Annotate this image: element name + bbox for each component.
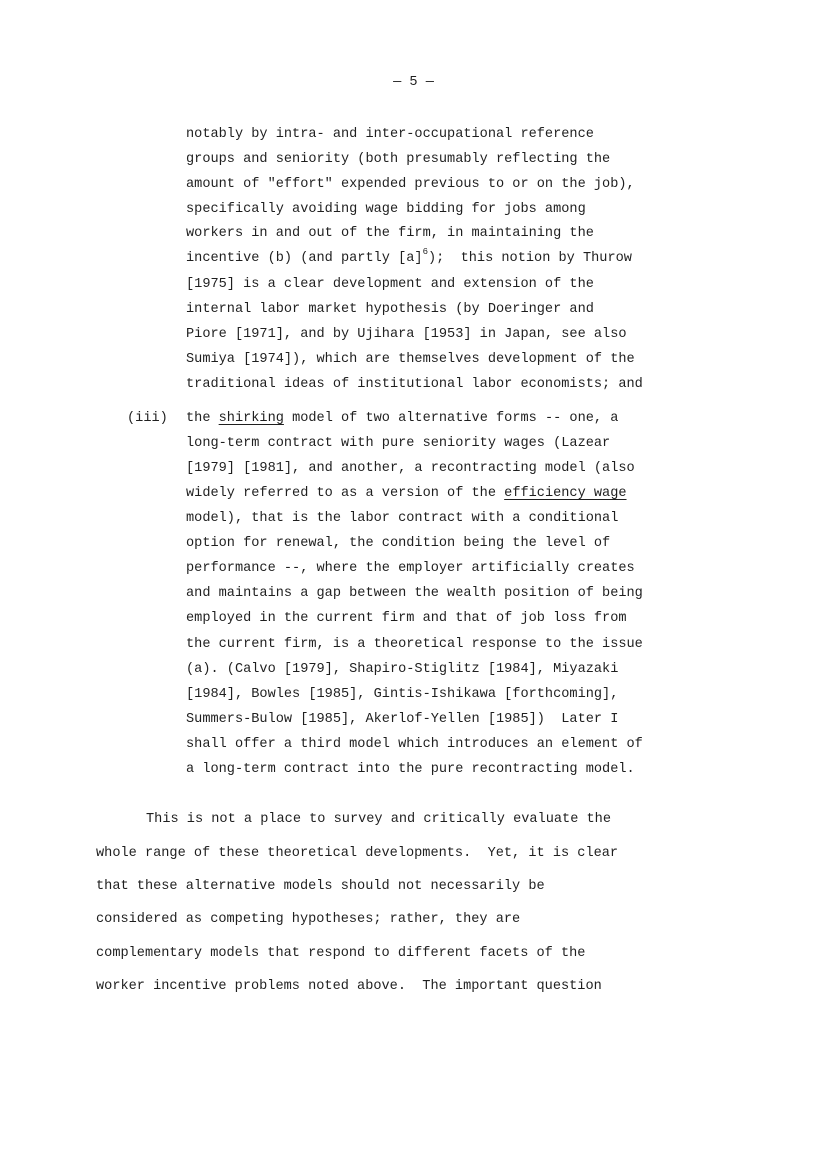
paragraph-line: that these alternative models should not necessarily be — [96, 879, 545, 894]
text-line: employed in the current firm and that of job loss from — [186, 611, 627, 626]
text-fragment: incentive (b) (and partly [a] — [186, 251, 423, 266]
text-line: [1975] is a clear development and extension of the — [186, 277, 594, 292]
underlined-term: shirking — [218, 411, 284, 426]
text-fragment: model of two alternative forms -- one, a — [283, 411, 619, 426]
text-line: model), that is the labor contract with a conditional — [186, 511, 619, 526]
text-line-underlined — [186, 487, 627, 501]
list-item-label: (iii) — [127, 411, 168, 426]
text-line: [1979] [1981], and another, a recontracting model (also — [186, 461, 635, 476]
text-line: notably by intra- and inter-occupational reference — [186, 127, 594, 142]
paragraph-line: This is not a place to survey and critically evaluate the — [146, 812, 611, 827]
text-line: a long-term contract into the pure recontracting model. — [186, 762, 635, 777]
text-line: Piore [1971], and by Ujihara [1953] in Japan, see also — [186, 327, 627, 342]
text-line-with-footnote — [186, 247, 632, 266]
text-line: the current firm, is a theoretical response to the issue — [186, 637, 643, 652]
text-fragment: the — [186, 411, 219, 426]
text-line: Sumiya [1974]), which are themselves development of the — [186, 352, 635, 367]
paragraph-line: whole range of these theoretical developments. Yet, it is clear — [96, 846, 619, 861]
text-line: internal labor market hypothesis (by Doeringer and — [186, 302, 594, 317]
text-line: option for renewal, the condition being the level of — [186, 536, 611, 551]
text-line: workers in and out of the firm, in maintaining the — [186, 226, 594, 241]
text-line: shall offer a third model which introduces an element of — [186, 737, 643, 752]
text-line: long-term contract with pure seniority wages (Lazear — [186, 436, 611, 451]
text-line: groups and seniority (both presumably reflecting the — [186, 152, 611, 167]
text-fragment: ); this notion by Thurow — [427, 251, 632, 266]
text-line: traditional ideas of institutional labor economists; and — [186, 377, 643, 392]
paragraph-line: worker incentive problems noted above. The important question — [96, 979, 602, 994]
text-line: [1984], Bowles [1985], Gintis-Ishikawa [forthcoming], — [186, 687, 619, 702]
text-line: performance --, where the employer artificially creates — [186, 561, 635, 576]
paragraph-line: considered as competing hypotheses; rather, they are — [96, 912, 521, 927]
text-line: Summers-Bulow [1985], Akerlof-Yellen [1985]) Later I — [186, 712, 619, 727]
text-line: specifically avoiding wage bidding for jobs among — [186, 202, 586, 217]
page-number: — 5 — — [393, 75, 434, 90]
underlined-term: efficiency wage — [504, 486, 627, 501]
text-line: amount of "effort" expended previous to or on the job), — [186, 177, 635, 192]
text-line: and maintains a gap between the wealth position of being — [186, 586, 643, 601]
text-line: (a). (Calvo [1979], Shapiro-Stiglitz [1984], Miyazaki — [186, 662, 619, 677]
footnote-marker: 6 — [422, 247, 428, 257]
text-line-underlined — [186, 412, 618, 426]
paragraph-line: complementary models that respond to different facets of the — [96, 946, 586, 961]
text-fragment: widely referred to as a version of the — [186, 486, 505, 501]
